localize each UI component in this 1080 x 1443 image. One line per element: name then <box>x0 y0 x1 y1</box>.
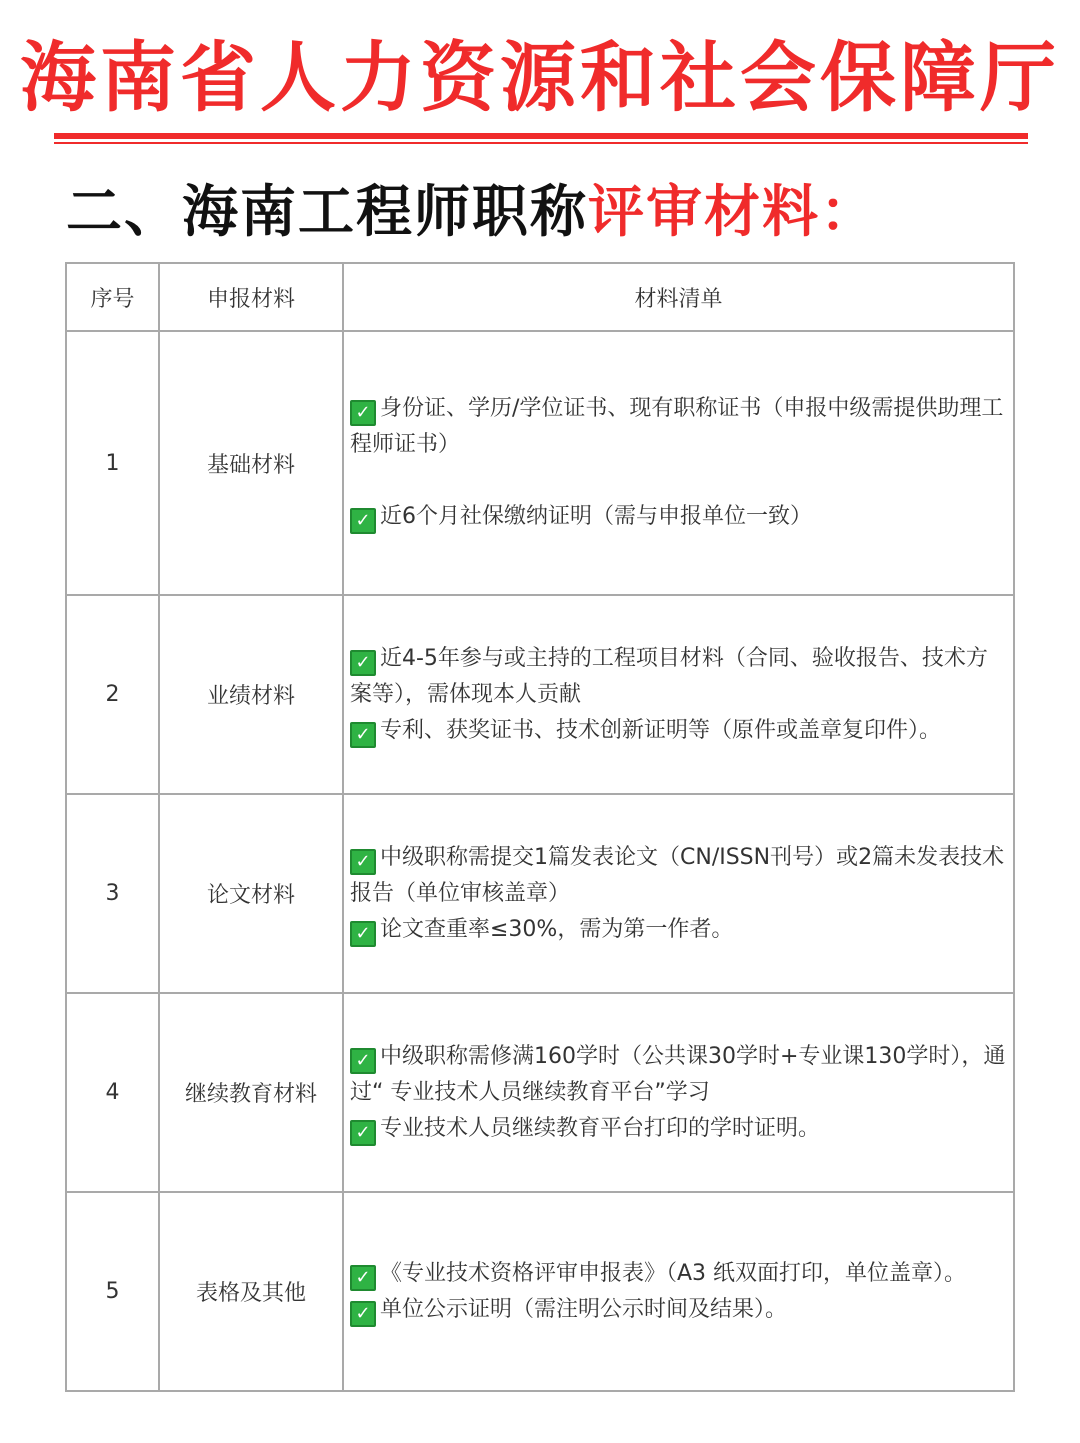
table-row <box>66 595 1014 794</box>
row-items <box>343 794 1014 993</box>
row-number: 1 <box>66 331 159 595</box>
check-box-icon: ✓ <box>350 508 376 534</box>
list-item <box>350 912 1007 948</box>
list-item <box>350 1039 1007 1111</box>
row-items <box>343 595 1014 794</box>
section-heading-highlight: 评审材料： <box>588 180 878 245</box>
list-item <box>350 1256 1007 1292</box>
check-box-icon: ✓ <box>350 921 376 947</box>
list-item-text: 中级职称需修满160学时（公共课30学时+专业课130学时），通过“ 专业技术人员继续教育平台”学习 <box>350 1043 1006 1105</box>
list-item <box>350 713 1007 749</box>
row-category: 继续教育材料 <box>159 993 343 1192</box>
check-box-icon: ✓ <box>350 650 376 676</box>
check-box-icon: ✓ <box>350 849 376 875</box>
title-divider-thick <box>54 133 1028 139</box>
row-items <box>343 993 1014 1192</box>
list-item-text: 《专业技术资格评审申报表》（A3 纸双面打印，单位盖章）。 <box>380 1260 967 1286</box>
table-row <box>66 1192 1014 1391</box>
row-category: 表格及其他 <box>159 1192 343 1391</box>
list-item-text: 身份证、学历/学位证书、现有职称证书（申报中级需提供助理工程师证书） <box>350 396 1004 457</box>
list-item-text: 中级职称需提交1篇发表论文（CN/ISSN刊号）或2篇未发表技术报告（单位审核盖章） <box>350 844 1005 906</box>
row-category: 业绩材料 <box>159 595 343 794</box>
row-number: 3 <box>66 794 159 993</box>
section-heading-prefix: 二、海南工程师职称 <box>66 180 588 245</box>
title-divider-thin <box>54 142 1028 144</box>
table-row <box>66 993 1014 1192</box>
check-box-icon: ✓ <box>350 400 376 426</box>
table-header-row <box>66 263 1014 331</box>
list-item <box>350 1292 1007 1328</box>
materials-table-container <box>65 262 1013 1392</box>
section-heading <box>66 178 878 248</box>
table-row <box>66 331 1014 595</box>
list-item <box>350 1111 1007 1147</box>
check-box-icon: ✓ <box>350 1120 376 1146</box>
table-row <box>66 794 1014 993</box>
list-item-text: 近6个月社保缴纳证明（需与申报单位一致） <box>380 504 812 529</box>
list-item-text: 单位公示证明（需注明公示时间及结果）。 <box>380 1296 788 1322</box>
row-items <box>343 1192 1014 1391</box>
check-box-icon: ✓ <box>350 1301 376 1327</box>
row-number: 4 <box>66 993 159 1192</box>
materials-table <box>65 262 1015 1392</box>
row-number: 5 <box>66 1192 159 1391</box>
list-item-text: 专利、获奖证书、技术创新证明等（原件或盖章复印件）。 <box>380 717 942 743</box>
column-header-items: 材料清单 <box>343 263 1014 331</box>
list-item <box>350 391 1007 463</box>
list-item-text: 专业技术人员继续教育平台打印的学时证明。 <box>380 1115 821 1141</box>
page-title: 海南省人力资源和社会保障厅 <box>20 33 1060 122</box>
row-category: 论文材料 <box>159 794 343 993</box>
column-header-num: 序号 <box>66 263 159 331</box>
list-item <box>350 641 1007 713</box>
row-number: 2 <box>66 595 159 794</box>
list-item <box>350 499 1007 535</box>
list-item <box>350 840 1007 912</box>
column-header-category: 申报材料 <box>159 263 343 331</box>
check-box-icon: ✓ <box>350 722 376 748</box>
check-box-icon: ✓ <box>350 1048 376 1074</box>
check-box-icon: ✓ <box>350 1265 376 1291</box>
row-category: 基础材料 <box>159 331 343 595</box>
row-items <box>343 331 1014 595</box>
list-item-text: 论文查重率≤30%，需为第一作者。 <box>380 916 734 942</box>
list-item-text: 近4-5年参与或主持的工程项目材料（合同、验收报告、技术方案等），需体现本人贡献 <box>350 645 988 707</box>
